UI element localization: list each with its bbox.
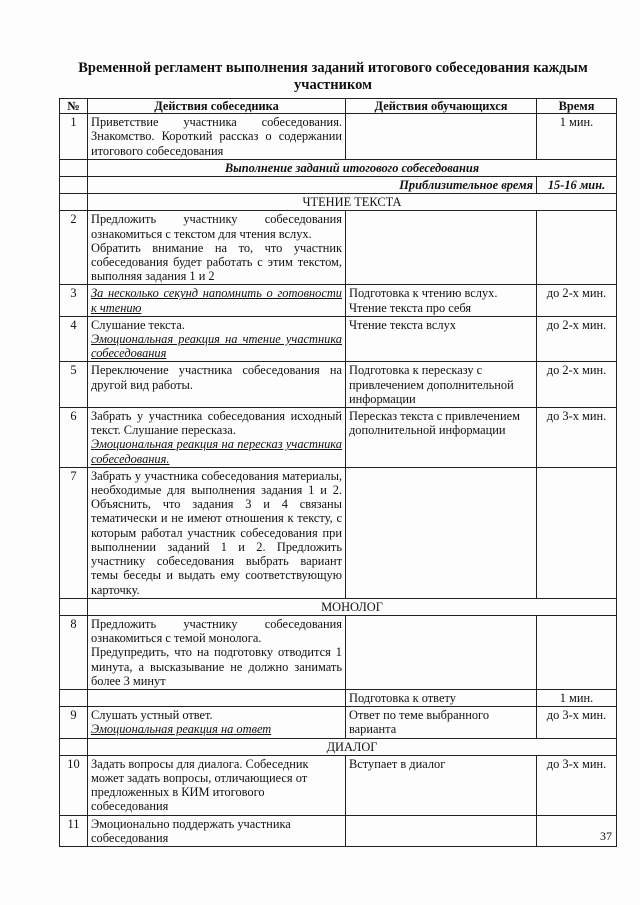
time-cell: до 3-х мин. <box>537 707 617 738</box>
approx-time-row <box>60 177 617 194</box>
examiner-action: Забрать у участника собеседования материалы, необходимые для выполнения задания 1 и 2. Объяснить, что задания 3 и 4 связаны тематически и не имеют отношения к тексту, с которым работал участник собеседования при выполнении заданий 1 и 2. Предложить участнику собеседования выбрать вариант темы беседы и выдать ему соответствующую карточку. <box>88 467 346 598</box>
examiner-action: Эмоционально поддержать участника собеседования <box>88 815 346 846</box>
examiner-action: Приветствие участника собеседования. Знакомство. Короткий рассказ о содержании итогового собеседования <box>88 114 346 160</box>
time-cell: до 3-х мин. <box>537 755 617 815</box>
row-number: 8 <box>60 615 88 689</box>
table-row <box>60 467 617 598</box>
row-number: 6 <box>60 408 88 468</box>
student-action: Вступает в диалог <box>346 755 537 815</box>
section-reading: ЧТЕНИЕ ТЕКСТА <box>88 194 617 211</box>
row-number: 9 <box>60 707 88 738</box>
section-row <box>60 194 617 211</box>
approx-time-label: Приблизительное время <box>88 177 537 194</box>
student-action: Подготовка к чтению вслух. Чтение текста про себя <box>346 285 537 316</box>
examiner-action: Предложить участнику собеседования ознакомиться с темой монолога. Предупредить, что на подготовку отводится 1 минута, а высказывание не должно занимать более 3 минут <box>88 615 346 689</box>
row-number: 7 <box>60 467 88 598</box>
table-row <box>60 114 617 160</box>
table-row <box>60 707 617 738</box>
student-action <box>346 467 537 598</box>
table-row <box>60 755 617 815</box>
schedule-table <box>59 98 617 847</box>
row-number: 4 <box>60 316 88 362</box>
examiner-action: Задать вопросы для диалога. Собеседник может задать вопросы, отличающиеся от предложенных в КИМ итогового собеседования <box>88 755 346 815</box>
table-row <box>60 408 617 468</box>
examiner-action: Забрать у участника собеседования исходный текст. Слушание пересказа. Эмоциональная реакция на пересказ участника собеседования. <box>88 408 346 468</box>
section-dialog: ДИАЛОГ <box>88 738 617 755</box>
section-execution: Выполнение заданий итогового собеседования <box>88 159 617 176</box>
time-cell: до 2-х мин. <box>537 316 617 362</box>
examiner-action: Предложить участнику собеседования ознакомиться с текстом для чтения вслух. Обратить внимание на то, что участник собеседования будет работать с этим текстом, выполняя задания 1 и 2 <box>88 211 346 285</box>
time-cell: до 3-х мин. <box>537 408 617 468</box>
table-row <box>60 615 617 689</box>
student-action <box>346 211 537 285</box>
time-cell <box>537 467 617 598</box>
student-action: Ответ по теме выбранного варианта <box>346 707 537 738</box>
examiner-action: Слушание текста. Эмоциональная реакция на чтение участника собеседования <box>88 316 346 362</box>
section-row <box>60 159 617 176</box>
table-row <box>60 285 617 316</box>
table-row <box>60 815 617 846</box>
row-number: 5 <box>60 362 88 408</box>
row-number: 3 <box>60 285 88 316</box>
examiner-action: Переключение участника собеседования на другой вид работы. <box>88 362 346 408</box>
student-action: Пересказ текста с привлечением дополнительной информации <box>346 408 537 468</box>
page-title: Временной регламент выполнения заданий итогового собеседования каждым участником <box>78 60 588 93</box>
section-monolog: МОНОЛОГ <box>88 598 617 615</box>
student-action <box>346 615 537 689</box>
student-action: Подготовка к ответу <box>346 689 537 706</box>
table-row <box>60 689 617 706</box>
header-row <box>60 99 617 114</box>
row-number: 1 <box>60 114 88 160</box>
time-cell: до 2-х мин. <box>537 362 617 408</box>
examiner-action: За несколько секунд напомнить о готовности к чтению <box>88 285 346 316</box>
table-row <box>60 316 617 362</box>
page-number: 37 <box>600 829 612 843</box>
header-examiner: Действия собеседника <box>88 99 346 114</box>
student-action: Чтение текста вслух <box>346 316 537 362</box>
row-number: 10 <box>60 755 88 815</box>
header-num: № <box>60 99 88 114</box>
row-number: 2 <box>60 211 88 285</box>
time-cell <box>537 615 617 689</box>
section-row <box>60 738 617 755</box>
approx-time-value: 15-16 мин. <box>537 177 617 194</box>
row-number: 11 <box>60 815 88 846</box>
table-row <box>60 211 617 285</box>
student-action <box>346 114 537 160</box>
time-cell <box>537 211 617 285</box>
student-action: Подготовка к пересказу с привлечением дополнительной информации <box>346 362 537 408</box>
examiner-action: Слушать устный ответ. Эмоциональная реакция на ответ <box>88 707 346 738</box>
time-cell: 1 мин. <box>537 114 617 160</box>
header-student: Действия обучающихся <box>346 99 537 114</box>
table-row <box>60 362 617 408</box>
header-time: Время <box>537 99 617 114</box>
section-row <box>60 598 617 615</box>
time-cell: 1 мин. <box>537 689 617 706</box>
student-action <box>346 815 537 846</box>
time-cell: до 2-х мин. <box>537 285 617 316</box>
